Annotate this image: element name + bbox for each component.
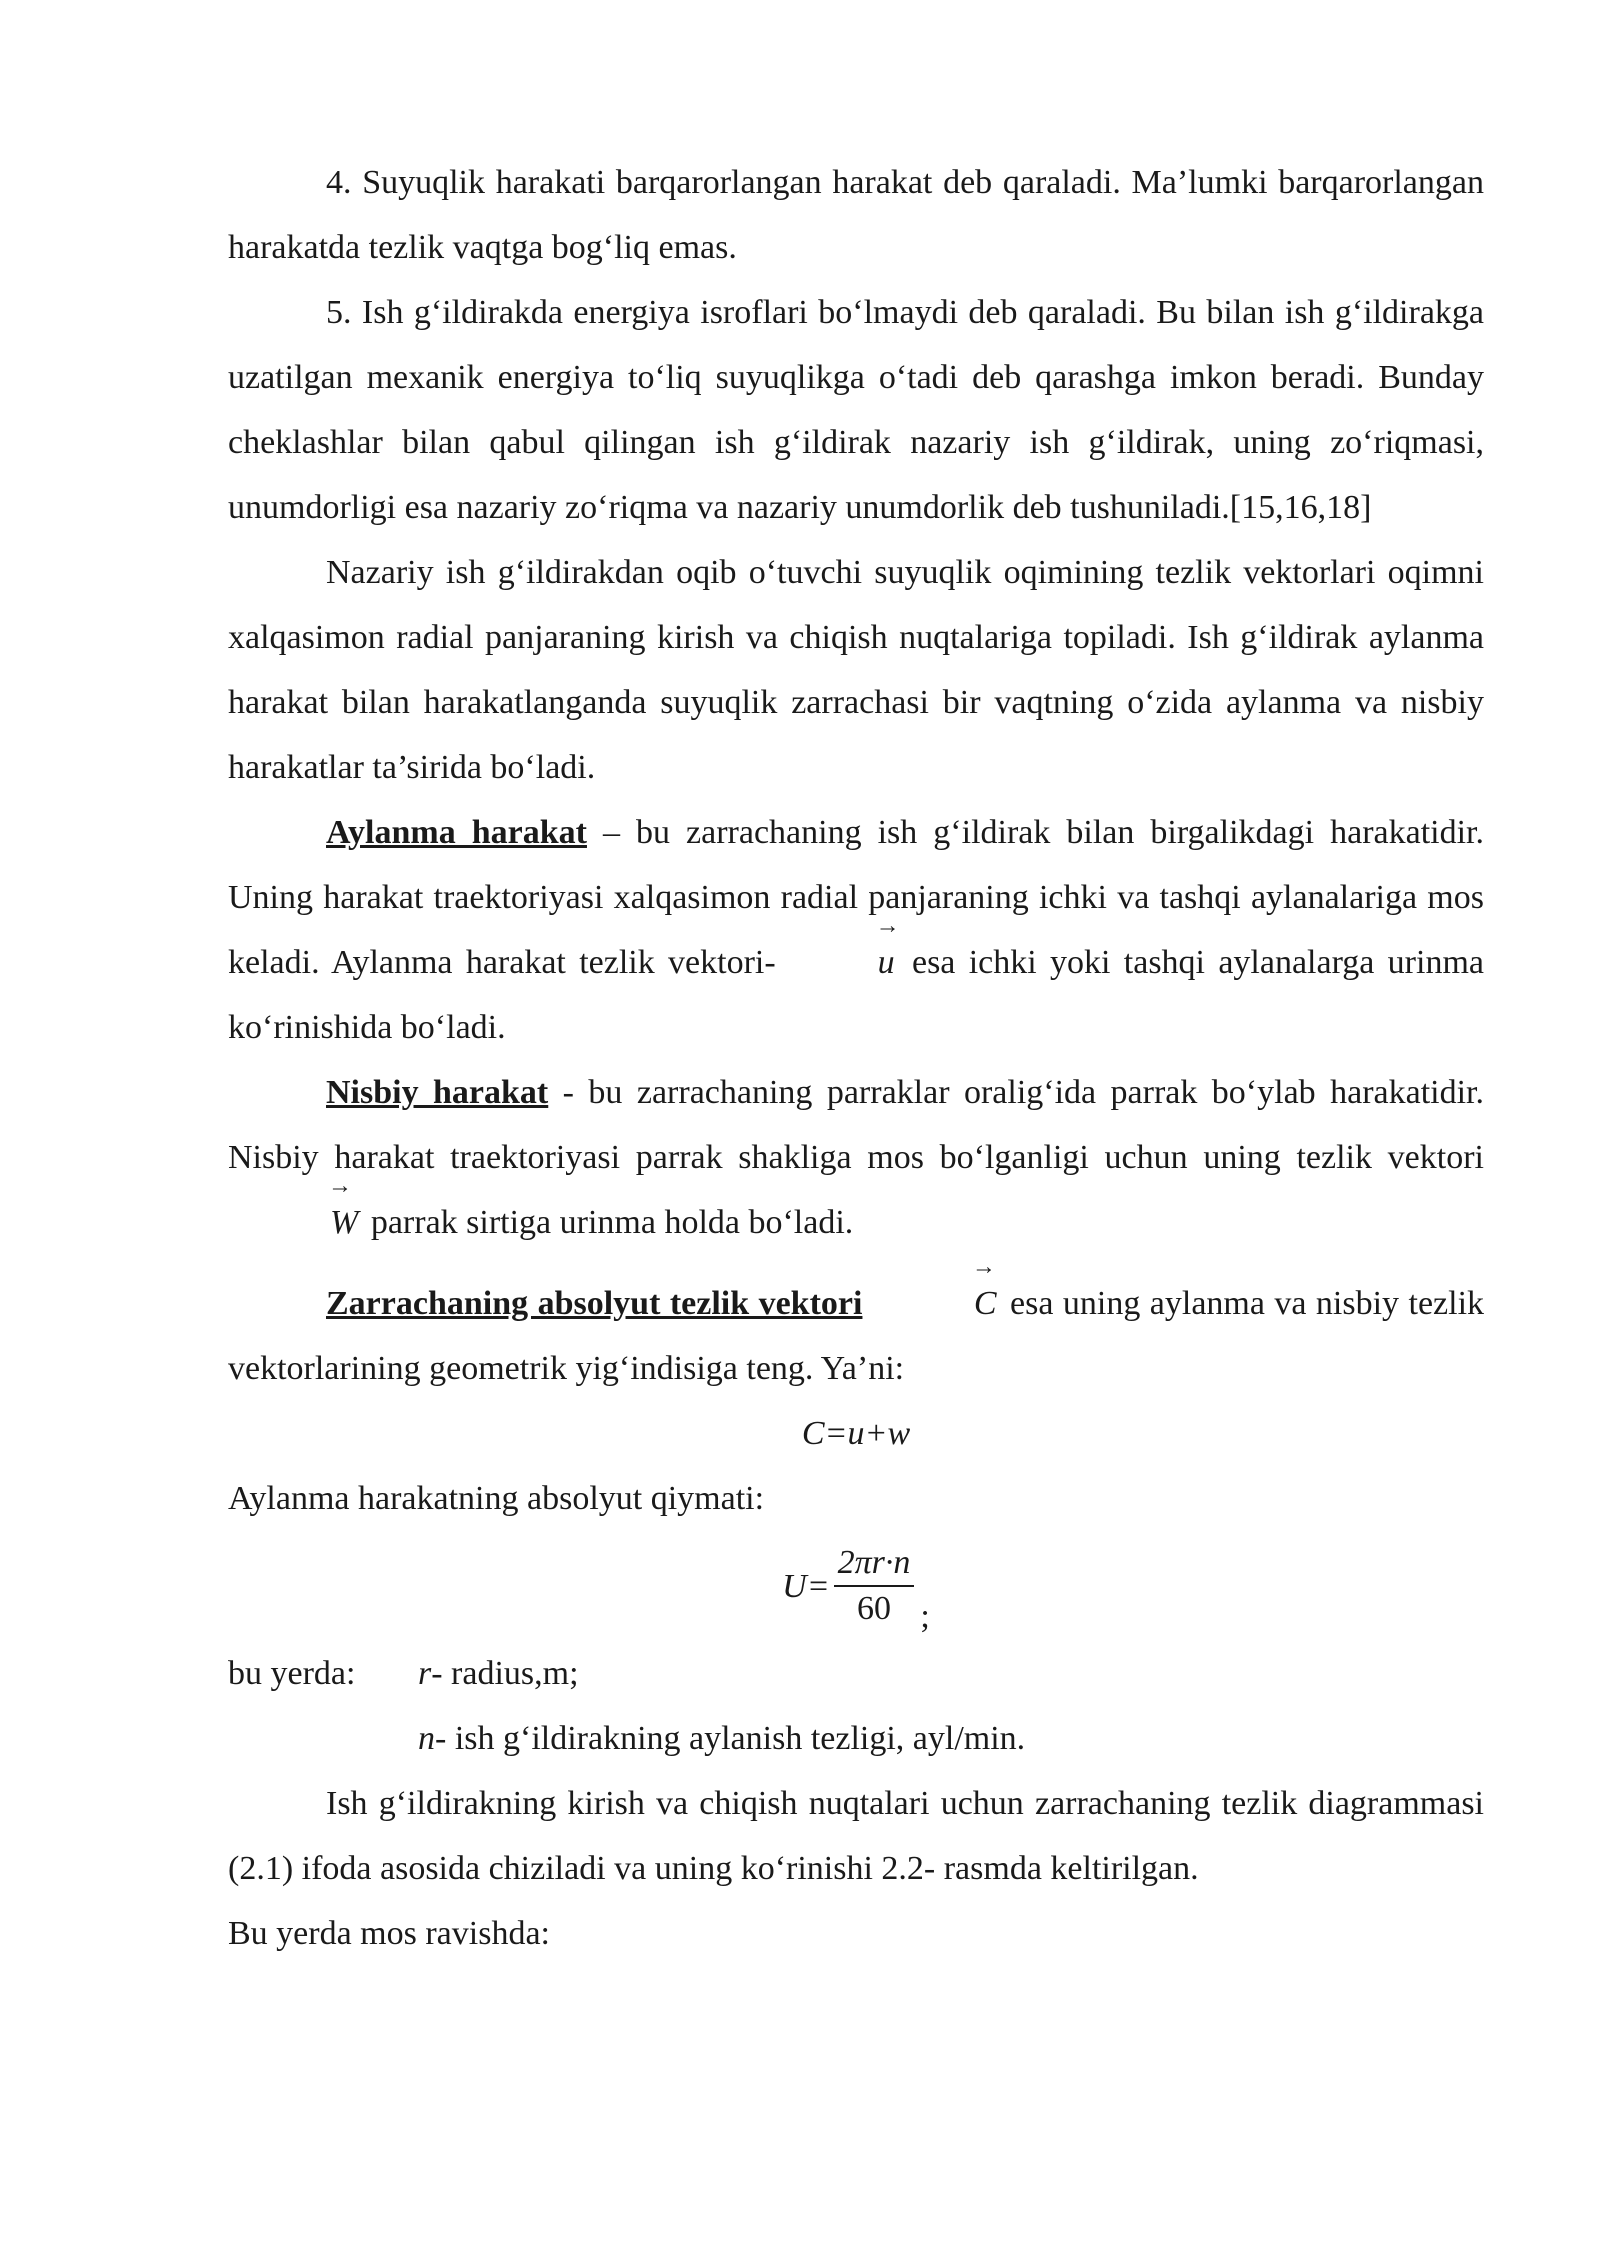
formula-semicolon: ;	[920, 1597, 930, 1635]
definition-text-r: - radius,m;	[431, 1655, 579, 1692]
vector-c-symbol: C	[973, 1285, 997, 1322]
rotational-text-b: esa ichki yoki tashqi aylanalarga urinma ko‘rinishida bo‘ladi.	[228, 944, 1484, 1046]
formula-lhs: U=	[782, 1567, 830, 1605]
relative-text-a: - bu zarrachaning parraklar oralig‘ida parrak bo‘ylab harakatidir. Nisbiy harakat traektoriyasi parrak shakliga mos bo‘lganligi uchun uning tezlik vektori	[228, 1074, 1484, 1176]
formula-fraction	[834, 1541, 915, 1631]
paragraph-item-4: 4. Suyuqlik harakati barqarorlangan harakat deb qaraladi. Ma’lumki barqarorlangan harakatda tezlik vaqtga bog‘liq emas.	[228, 164, 1484, 266]
definition-var-r: r	[418, 1655, 432, 1692]
definition-var-n: n	[418, 1720, 435, 1757]
paragraph-relative-motion	[228, 1060, 1484, 1255]
formula-denominator: 60	[857, 1590, 892, 1627]
text-body	[228, 150, 1484, 1966]
paragraph-item-5: 5. Ish g‘ildirakda energiya isroflari bo‘lmaydi deb qaraladi. Bu bilan ish g‘ildirakga uzatilgan mexanik energiya to‘liq suyuqlikga o‘tadi deb qarashga imkon beradi. Bunday cheklashlar bilan qabul qilingan ish g‘ildirak nazariy ish g‘ildirak, uning zo‘riqmasi, unumdorligi esa nazariy zo‘riqma va nazariy unumdorlik deb tushuniladi.[15,16,18]	[228, 294, 1484, 526]
paragraph-velocity-vectors: Nazariy ish g‘ildirakdan oqib o‘tuvchi suyuqlik oqimining tezlik vektorlari oqimni xalqasimon radial panjaraning kirish va chiqish nuqtalariga topiladi. Ish g‘ildirak aylanma harakat bilan harakatlanganda suyuqlik zarrachasi bir vaqtning o‘zida aylanma va nisbiy harakatlar ta’sirida bo‘ladi.	[228, 554, 1484, 786]
paragraph-rotational-motion	[228, 800, 1484, 1060]
vector-u	[776, 913, 900, 995]
paragraph-absolute-velocity	[228, 1254, 1485, 1401]
vector-arrow-icon: →	[971, 1254, 996, 1280]
term-rotational-motion: Aylanma harakat	[326, 814, 587, 851]
term-absolute-velocity: Zarrachaning absolyut tezlik vektori	[326, 1285, 863, 1322]
definition-radius	[228, 1641, 1484, 1706]
vector-arrow-icon: →	[328, 1173, 352, 1199]
relative-text-b: parrak sirtiga urinma holda bo‘ladi.	[362, 1204, 854, 1241]
paragraph-respectively: Bu yerda mos ravishda:	[228, 1915, 550, 1952]
vector-w-symbol: W	[330, 1204, 359, 1241]
definition-label: bu yerda:	[228, 1655, 356, 1692]
term-relative-motion: Nisbiy harakat	[326, 1074, 549, 1111]
rotational-text-a: – bu zarrachaning ish g‘ildirak bilan birgalikdagi harakatidir. Uning harakat traektoriyasi xalqasimon radial panjaraning ichki va tashqi aylanalariga mos keladi. Aylanma harakat tezlik vektori-	[228, 814, 1484, 981]
formula-velocity-sum: C=u+w	[801, 1415, 911, 1452]
absolute-text-b: esa uning aylanma va nisbiy tezlik vektorlarining geometrik yig‘indisiga teng. Ya’ni:	[228, 1285, 1485, 1387]
vector-c	[872, 1254, 1001, 1336]
paragraph-absolute-value: Aylanma harakatning absolyut qiymati:	[228, 1480, 765, 1517]
formula-rotational-speed	[228, 1531, 1484, 1641]
vector-u-symbol: u	[877, 944, 895, 981]
formula-numerator: 2πr·n	[834, 1541, 915, 1587]
definition-text-n: - ish g‘ildirakning aylanish tezligi, ayl/min.	[435, 1720, 1026, 1757]
paragraph-diagram: Ish g‘ildirakning kirish va chiqish nuqtalari uchun zarrachaning tezlik diagrammasi (2.1) ifoda asosida chiziladi va uning ko‘rinishi 2.2- rasmda keltirilgan.	[228, 1785, 1484, 1887]
vector-w	[228, 1173, 362, 1255]
definition-speed	[228, 1706, 1484, 1771]
vector-arrow-icon: →	[875, 913, 900, 939]
